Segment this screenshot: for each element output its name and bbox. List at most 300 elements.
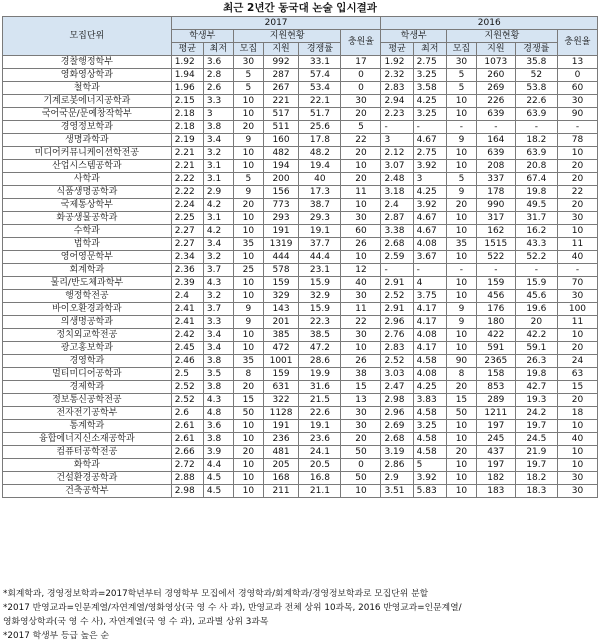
table-row xyxy=(3,316,598,329)
value-cell: 40 xyxy=(557,433,597,446)
value-cell: 9 xyxy=(446,186,476,199)
value-cell: 191 xyxy=(263,420,299,433)
value-cell: 17 xyxy=(341,56,381,69)
value-cell: 2.87 xyxy=(381,212,413,225)
value-cell: 2.61 xyxy=(171,420,203,433)
value-cell: 63.9 xyxy=(515,147,557,160)
value-cell: 2.23 xyxy=(381,108,413,121)
value-cell: 2.72 xyxy=(171,459,203,472)
value-cell: 2.88 xyxy=(171,472,203,485)
unit-name-cell: 법학과 xyxy=(3,238,172,251)
value-cell: 13 xyxy=(341,394,381,407)
unit-name-cell: 정치외교학전공 xyxy=(3,329,172,342)
value-cell: 2.76 xyxy=(381,329,413,342)
value-cell: 2.52 xyxy=(171,394,203,407)
value-cell: 3.4 xyxy=(203,238,233,251)
value-cell: 2.66 xyxy=(171,446,203,459)
value-cell: 50 xyxy=(446,407,476,420)
value-cell: 221 xyxy=(263,95,299,108)
value-cell: 2.68 xyxy=(381,238,413,251)
table-row xyxy=(3,459,598,472)
value-cell: 3.4 xyxy=(203,329,233,342)
value-cell: 19.6 xyxy=(515,303,557,316)
value-cell: 52.2 xyxy=(515,251,557,264)
value-cell: 51.7 xyxy=(299,108,341,121)
table-row xyxy=(3,173,598,186)
footnote: 영화영상학과(국 영 수 사), 자연계열(국 영 수 과), 교과별 상위 3과목 xyxy=(3,617,269,627)
value-cell: 2.46 xyxy=(171,355,203,368)
table-row xyxy=(3,329,598,342)
value-cell: 22.6 xyxy=(515,95,557,108)
unit-name-cell: 경제학과 xyxy=(3,381,172,394)
value-cell: 30 xyxy=(557,95,597,108)
value-cell: 1319 xyxy=(263,238,299,251)
value-cell: 180 xyxy=(476,316,515,329)
value-cell: 2.6 xyxy=(171,407,203,420)
value-cell: 2.4 xyxy=(171,290,203,303)
value-cell: 3.3 xyxy=(203,95,233,108)
value-cell: 10 xyxy=(341,485,381,498)
value-cell: 205 xyxy=(263,459,299,472)
value-cell: 197 xyxy=(476,459,515,472)
value-cell: 30 xyxy=(341,420,381,433)
admission-results-table xyxy=(2,16,598,498)
value-cell: 20.8 xyxy=(515,160,557,173)
value-cell: 15 xyxy=(341,381,381,394)
table-row xyxy=(3,225,598,238)
value-cell: 10 xyxy=(233,225,263,238)
table-row xyxy=(3,342,598,355)
value-cell: 2.91 xyxy=(381,277,413,290)
value-cell: 3.67 xyxy=(413,251,446,264)
value-cell: 37.7 xyxy=(299,238,341,251)
unit-name-cell: 물리/반도체과학부 xyxy=(3,277,172,290)
value-cell: 4 xyxy=(413,277,446,290)
value-cell: 22 xyxy=(557,186,597,199)
value-cell: 2.96 xyxy=(381,316,413,329)
value-cell: 176 xyxy=(476,303,515,316)
value-cell: 3.18 xyxy=(381,186,413,199)
value-cell: 32.9 xyxy=(299,290,341,303)
value-cell: 3.25 xyxy=(413,420,446,433)
unit-name-cell: 경찰행정학부 xyxy=(3,56,172,69)
value-cell: 47.2 xyxy=(299,342,341,355)
unit-name-cell: 경영학과 xyxy=(3,355,172,368)
value-cell: 10 xyxy=(233,147,263,160)
value-cell: 20 xyxy=(233,199,263,212)
value-cell: 2.41 xyxy=(171,316,203,329)
value-cell: 21.9 xyxy=(515,446,557,459)
value-cell: 3.8 xyxy=(203,433,233,446)
value-cell: 42.2 xyxy=(515,329,557,342)
value-cell: 10 xyxy=(233,251,263,264)
value-cell: 20 xyxy=(557,199,597,212)
value-cell: 2.83 xyxy=(381,82,413,95)
value-cell: 2.22 xyxy=(171,186,203,199)
value-cell: 10 xyxy=(233,212,263,225)
value-cell: 3.83 xyxy=(413,394,446,407)
table-row xyxy=(3,56,598,69)
value-cell: 2.98 xyxy=(381,394,413,407)
value-cell: 57.4 xyxy=(299,69,341,82)
value-cell: 35.8 xyxy=(515,56,557,69)
value-cell: 3.4 xyxy=(203,342,233,355)
value-cell: 2.27 xyxy=(171,225,203,238)
value-cell: 4.3 xyxy=(203,394,233,407)
value-cell: 19.4 xyxy=(299,160,341,173)
value-cell: 19.9 xyxy=(299,368,341,381)
value-cell: 1211 xyxy=(476,407,515,420)
value-cell: 3.38 xyxy=(381,225,413,238)
value-cell: 260 xyxy=(476,69,515,82)
value-cell: 1128 xyxy=(263,407,299,420)
value-cell: 19.8 xyxy=(515,186,557,199)
header-applicant-2016: 지원현황 xyxy=(446,30,557,43)
value-cell: 18.2 xyxy=(515,472,557,485)
value-cell: 9 xyxy=(446,303,476,316)
value-cell: 183 xyxy=(476,485,515,498)
table-row xyxy=(3,82,598,95)
value-cell: 992 xyxy=(263,56,299,69)
header-recruit-2016: 모집 xyxy=(446,43,476,56)
value-cell: - xyxy=(413,264,446,277)
table-row xyxy=(3,394,598,407)
value-cell: 2.27 xyxy=(171,238,203,251)
value-cell: 162 xyxy=(476,225,515,238)
value-cell: 853 xyxy=(476,381,515,394)
value-cell: 159 xyxy=(263,277,299,290)
value-cell: 5 xyxy=(446,173,476,186)
value-cell: 30 xyxy=(233,56,263,69)
value-cell: 35 xyxy=(233,355,263,368)
value-cell: 10 xyxy=(446,251,476,264)
header-charge-2017: 충원율 xyxy=(341,30,381,56)
value-cell: 25 xyxy=(233,264,263,277)
value-cell: 773 xyxy=(263,199,299,212)
unit-name-cell: 화학과 xyxy=(3,459,172,472)
table-row xyxy=(3,277,598,290)
value-cell: 53.4 xyxy=(299,82,341,95)
value-cell: 31.7 xyxy=(515,212,557,225)
value-cell: 10 xyxy=(233,95,263,108)
unit-name-cell: 바이오환경과학과 xyxy=(3,303,172,316)
value-cell: 4.25 xyxy=(413,186,446,199)
value-cell: 30 xyxy=(557,212,597,225)
value-cell: 182 xyxy=(476,472,515,485)
value-cell: 18 xyxy=(557,407,597,420)
value-cell: 4.17 xyxy=(413,303,446,316)
unit-name-cell: 의생명공학과 xyxy=(3,316,172,329)
value-cell: 2.18 xyxy=(171,108,203,121)
value-cell: 20 xyxy=(446,199,476,212)
unit-name-cell: 철학과 xyxy=(3,82,172,95)
value-cell: 29.3 xyxy=(299,212,341,225)
table-row xyxy=(3,264,598,277)
value-cell: 4.67 xyxy=(413,225,446,238)
value-cell: 10 xyxy=(233,108,263,121)
value-cell: 3.03 xyxy=(381,368,413,381)
value-cell: 472 xyxy=(263,342,299,355)
value-cell: 100 xyxy=(557,303,597,316)
footnote: *회계학과, 경영정보학과=2017학년부터 경영학부 모집에서 경영학과/회계학과/경영정보학과로 모집단위 분할 xyxy=(3,589,429,599)
value-cell: 4.5 xyxy=(203,472,233,485)
unit-name-cell: 건축공학부 xyxy=(3,485,172,498)
value-cell: 15 xyxy=(233,394,263,407)
value-cell: 9 xyxy=(446,134,476,147)
value-cell: 22.6 xyxy=(299,407,341,420)
value-cell: 42.7 xyxy=(515,381,557,394)
value-cell: 990 xyxy=(476,199,515,212)
value-cell: 10 xyxy=(446,342,476,355)
table-row xyxy=(3,485,598,498)
value-cell: 3.25 xyxy=(413,69,446,82)
value-cell: 10 xyxy=(446,459,476,472)
value-cell: 4.58 xyxy=(413,433,446,446)
value-cell: 15 xyxy=(446,394,476,407)
value-cell: 194 xyxy=(263,160,299,173)
value-cell: 50 xyxy=(233,407,263,420)
value-cell: 10 xyxy=(446,225,476,238)
value-cell: 168 xyxy=(263,472,299,485)
value-cell: 1.94 xyxy=(171,69,203,82)
value-cell: 164 xyxy=(476,134,515,147)
value-cell: 4.58 xyxy=(413,446,446,459)
value-cell: 10 xyxy=(233,160,263,173)
value-cell: 10 xyxy=(341,199,381,212)
table-row xyxy=(3,238,598,251)
header-ratio-2016: 경쟁률 xyxy=(515,43,557,56)
table-row xyxy=(3,251,598,264)
value-cell: 10 xyxy=(341,160,381,173)
value-cell: 23.1 xyxy=(299,264,341,277)
unit-name-cell: 정보통신공학전공 xyxy=(3,394,172,407)
value-cell: 2.24 xyxy=(171,199,203,212)
value-cell: 20 xyxy=(341,108,381,121)
value-cell: 23.6 xyxy=(299,433,341,446)
value-cell: 4.08 xyxy=(413,238,446,251)
value-cell: 20 xyxy=(557,173,597,186)
value-cell: 4.17 xyxy=(413,316,446,329)
value-cell: 25.6 xyxy=(299,121,341,134)
value-cell: 4.8 xyxy=(203,407,233,420)
value-cell: 4.67 xyxy=(413,212,446,225)
value-cell: 1.96 xyxy=(171,82,203,95)
value-cell: 10 xyxy=(446,329,476,342)
value-cell: 30 xyxy=(557,472,597,485)
value-cell: 1.92 xyxy=(171,56,203,69)
value-cell: 3.6 xyxy=(203,56,233,69)
value-cell: 2.48 xyxy=(381,173,413,186)
value-cell: 16.2 xyxy=(515,225,557,238)
value-cell: 60 xyxy=(557,82,597,95)
value-cell: 16.8 xyxy=(299,472,341,485)
value-cell: - xyxy=(557,121,597,134)
header-apply-2016: 지원 xyxy=(476,43,515,56)
value-cell: 3.8 xyxy=(203,121,233,134)
table-row xyxy=(3,134,598,147)
value-cell: 5 xyxy=(446,82,476,95)
value-cell: 21.5 xyxy=(299,394,341,407)
value-cell: 267 xyxy=(263,82,299,95)
value-cell: 9 xyxy=(446,316,476,329)
value-cell: 4.25 xyxy=(413,381,446,394)
value-cell: 30 xyxy=(341,329,381,342)
value-cell: 19.1 xyxy=(299,225,341,238)
value-cell: 2.61 xyxy=(171,433,203,446)
value-cell: 90 xyxy=(446,355,476,368)
table-row xyxy=(3,368,598,381)
value-cell: 2.83 xyxy=(381,342,413,355)
value-cell: 24.1 xyxy=(299,446,341,459)
value-cell: 2.86 xyxy=(381,459,413,472)
value-cell: 26.3 xyxy=(515,355,557,368)
value-cell: 40 xyxy=(299,173,341,186)
unit-name-cell: 컴퓨터공학전공 xyxy=(3,446,172,459)
value-cell: 11 xyxy=(341,303,381,316)
value-cell: 10 xyxy=(446,290,476,303)
value-cell: 0 xyxy=(341,69,381,82)
value-cell: 38 xyxy=(341,368,381,381)
value-cell: 329 xyxy=(263,290,299,303)
value-cell: 30 xyxy=(341,290,381,303)
value-cell: 197 xyxy=(476,420,515,433)
value-cell: 191 xyxy=(263,225,299,238)
header-ratio-2017: 경쟁률 xyxy=(299,43,341,56)
value-cell: 2.98 xyxy=(171,485,203,498)
unit-name-cell: 통계학과 xyxy=(3,420,172,433)
value-cell: 631 xyxy=(263,381,299,394)
header-recruit-2017: 모집 xyxy=(233,43,263,56)
value-cell: 517 xyxy=(263,108,299,121)
value-cell: 158 xyxy=(476,368,515,381)
value-cell: 2.59 xyxy=(381,251,413,264)
value-cell: 20 xyxy=(233,446,263,459)
value-cell: 3.4 xyxy=(203,134,233,147)
unit-name-cell: 생명과학과 xyxy=(3,134,172,147)
value-cell: 11 xyxy=(341,186,381,199)
value-cell: 10 xyxy=(233,472,263,485)
value-cell: 3.1 xyxy=(203,160,233,173)
value-cell: 0 xyxy=(341,459,381,472)
value-cell: 3.25 xyxy=(413,108,446,121)
value-cell: 17.8 xyxy=(299,134,341,147)
value-cell: 90 xyxy=(557,108,597,121)
value-cell: 2.5 xyxy=(171,368,203,381)
unit-name-cell: 영화영상학과 xyxy=(3,69,172,82)
value-cell: 3.9 xyxy=(203,446,233,459)
value-cell: 5 xyxy=(233,173,263,186)
value-cell: 2.6 xyxy=(203,82,233,95)
table-row xyxy=(3,199,598,212)
table-row xyxy=(3,108,598,121)
value-cell: 2.42 xyxy=(171,329,203,342)
value-cell: 578 xyxy=(263,264,299,277)
table-row xyxy=(3,290,598,303)
value-cell: 5 xyxy=(233,69,263,82)
value-cell: 178 xyxy=(476,186,515,199)
value-cell: 211 xyxy=(263,485,299,498)
table-row xyxy=(3,147,598,160)
value-cell: 2.47 xyxy=(381,381,413,394)
value-cell: 2.22 xyxy=(171,173,203,186)
unit-name-cell: 멀티미디어공학과 xyxy=(3,368,172,381)
table-row xyxy=(3,121,598,134)
value-cell: 3.51 xyxy=(381,485,413,498)
table-row xyxy=(3,355,598,368)
value-cell: 2.19 xyxy=(171,134,203,147)
value-cell: 3.2 xyxy=(203,290,233,303)
value-cell: 24.5 xyxy=(515,433,557,446)
value-cell: 19.7 xyxy=(515,459,557,472)
value-cell: 10 xyxy=(233,433,263,446)
unit-name-cell: 식품생명공학과 xyxy=(3,186,172,199)
value-cell: 10 xyxy=(557,225,597,238)
value-cell: 2.12 xyxy=(381,147,413,160)
value-cell: 2.52 xyxy=(381,290,413,303)
header-student-2017: 학생부 xyxy=(171,30,233,43)
value-cell: 10 xyxy=(233,342,263,355)
header-apply-2017: 지원 xyxy=(263,43,299,56)
value-cell: 10 xyxy=(233,485,263,498)
value-cell: 44.4 xyxy=(299,251,341,264)
value-cell: 3.1 xyxy=(203,173,233,186)
value-cell: 21.1 xyxy=(299,485,341,498)
value-cell: 70 xyxy=(557,277,597,290)
value-cell: 8 xyxy=(233,368,263,381)
table-body xyxy=(3,56,598,498)
value-cell: 30 xyxy=(557,485,597,498)
value-cell: 5.83 xyxy=(413,485,446,498)
value-cell: 3.8 xyxy=(203,355,233,368)
table-row xyxy=(3,381,598,394)
unit-name-cell: 건설환경공학과 xyxy=(3,472,172,485)
value-cell: 20 xyxy=(557,160,597,173)
value-cell: - xyxy=(381,121,413,134)
table-row xyxy=(3,303,598,316)
value-cell: 3.2 xyxy=(203,251,233,264)
value-cell: 10 xyxy=(446,95,476,108)
value-cell: 50 xyxy=(341,472,381,485)
value-cell: 50 xyxy=(341,446,381,459)
value-cell: 40 xyxy=(557,251,597,264)
value-cell: 2.21 xyxy=(171,147,203,160)
value-cell: 3.92 xyxy=(413,472,446,485)
value-cell: 35 xyxy=(233,238,263,251)
value-cell: 522 xyxy=(476,251,515,264)
value-cell: 2.94 xyxy=(381,95,413,108)
value-cell: 5 xyxy=(341,121,381,134)
value-cell: 10 xyxy=(446,485,476,498)
value-cell: 322 xyxy=(263,394,299,407)
value-cell: 159 xyxy=(476,277,515,290)
header-applicant-2017: 지원현황 xyxy=(233,30,341,43)
value-cell: 200 xyxy=(263,173,299,186)
value-cell: 293 xyxy=(263,212,299,225)
value-cell: 337 xyxy=(476,173,515,186)
value-cell: - xyxy=(446,264,476,277)
value-cell: 43.3 xyxy=(515,238,557,251)
value-cell: 3.58 xyxy=(413,82,446,95)
value-cell: 4.08 xyxy=(413,368,446,381)
value-cell: 269 xyxy=(476,82,515,95)
value-cell: 30 xyxy=(557,290,597,303)
value-cell: 317 xyxy=(476,212,515,225)
footnotes xyxy=(3,587,599,643)
value-cell: 385 xyxy=(263,329,299,342)
value-cell: 4.2 xyxy=(203,199,233,212)
value-cell: 20 xyxy=(557,342,597,355)
table-row xyxy=(3,446,598,459)
